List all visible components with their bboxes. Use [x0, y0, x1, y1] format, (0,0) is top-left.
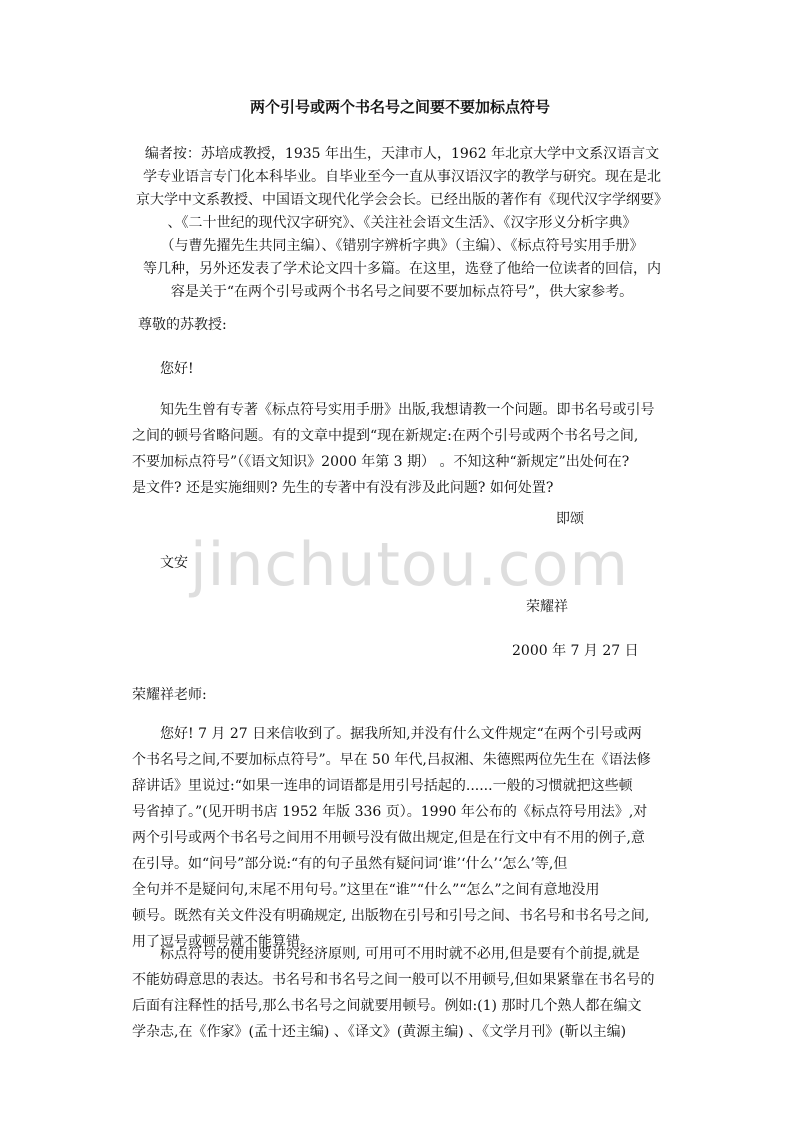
letter-line: 是文件? 还是实施细则? 先生的专著中有没有涉及此问题? 如何处置? [132, 480, 554, 496]
salutation-to-teacher: 荣耀祥老师: [132, 687, 207, 703]
letter-line: 之间的顿号省略问题。有的文章中提到“现在新规定:在两个引号或两个书名号之间, [132, 428, 639, 444]
reply-line: 全句并不是疑问句,末尾不用句号。”这里在“谁”“什么”“怎么”之间有意地没用 [132, 882, 600, 898]
editor-note-line: 、《二十世纪的现代汉字研究》、《关注社会语文生活》、《汉字形义分析字典》 [167, 215, 637, 231]
reply-line: 在引导。如“问号”部分说:“有的句子虽然有疑问词‘谁’‘什么’‘怎么’等,但 [132, 856, 568, 872]
letter-date: 2000 年 7 月 27 日 [512, 643, 639, 659]
reply-line: 辞讲话》里说过:“如果一连串的词语都是用引号括起的......一般的习惯就把这些顿 [132, 778, 633, 794]
reply-line: 不能妨碍意思的表达。书名号和书名号之间一般可以不用顿号,但如果紧靠在书名号的 [132, 972, 655, 988]
reply-line: 用了逗号或顿号就不能算错。 [132, 934, 314, 950]
letter-line: 知先生曾有专著《标点符号实用手册》出版,我想请教一个问题。即书名号或引号 [160, 402, 655, 418]
reply-line: 号省掉了。”(见开明书店 1952 年版 336 页）。1990 年公布的《标点符号用法》,对 [132, 804, 648, 820]
editor-note [132, 143, 672, 304]
reply-paragraph-1 [132, 721, 672, 955]
salutation-to-professor: 尊敬的苏教授: [138, 317, 227, 333]
greeting-text: 您好! [160, 361, 194, 377]
reply-line: 您好! 7 月 27 日来信收到了。据我所知,并没有什么文件规定“在两个引号或两 [160, 726, 642, 742]
letter-line: 不要加标点符号”（《语文知识》2000 年第 3 期） 。不知这种“新规定”出处何在? [132, 454, 630, 470]
reply-line: 两个引号或两个书名号之间用不用顿号没有做出规定,但是在行文中有不用的例子,意 [132, 830, 645, 846]
reply-line: 标点符号的使用要讲究经济原则, 可用可不用时就不必用,但是要有个前提,就是 [160, 946, 640, 962]
editor-note-line: 容是关于“在两个引号或两个书名号之间要不要加标点符号”，供大家参考。 [170, 284, 634, 300]
editor-note-line: （与曹先擢先生共同主编）、《错别字辨析字典》（主编）、《标点符号实用手册》 [160, 238, 644, 254]
reply-line: 个书名号之间,不要加标点符号”。早在 50 年代,吕叔湘、朱德熙两位先生在《语法修 [132, 752, 651, 768]
reply-line: 学杂志,在《作家》(孟十还主编) 、《译文》(黄源主编) 、《文学月刊》(靳以主编) [132, 1024, 627, 1040]
closing-jisong: 即颂 [556, 511, 584, 527]
editor-note-line: 京大学中文系教授、中国语文现代化学会会长。已经出版的著作有《现代汉字学纲要》 [136, 192, 668, 208]
watermark-text: jinchutou.com [190, 530, 629, 600]
letter-signature: 荣耀祥 [526, 599, 568, 615]
editor-note-line: 学专业语言专门化本科毕业。自毕业至今一直从事汉语汉字的教学与研究。现在是北 [143, 169, 661, 185]
letter-body [132, 397, 672, 501]
document-title: 两个引号或两个书名号之间要不要加标点符号 [249, 98, 550, 116]
closing-wenan: 文安 [160, 555, 188, 571]
reply-line: 后面有注释性的括号,那么书名号之间就要用顿号。例如:(1) 那时几个熟人都在编文 [132, 998, 642, 1014]
reply-paragraph-2 [132, 941, 672, 1045]
editor-note-line: 等几种，另外还发表了学术论文四十多篇。在这里，选登了他给一位读者的回信，内 [143, 261, 661, 277]
editor-note-line: 编者按：苏培成教授，1935 年出生，天津市人，1962 年北京大学中文系汉语言文 [144, 146, 660, 162]
reply-line: 顿号。既然有关文件没有明确规定, 出版物在引号和引号之间、书名号和书名号之间, [132, 908, 650, 924]
